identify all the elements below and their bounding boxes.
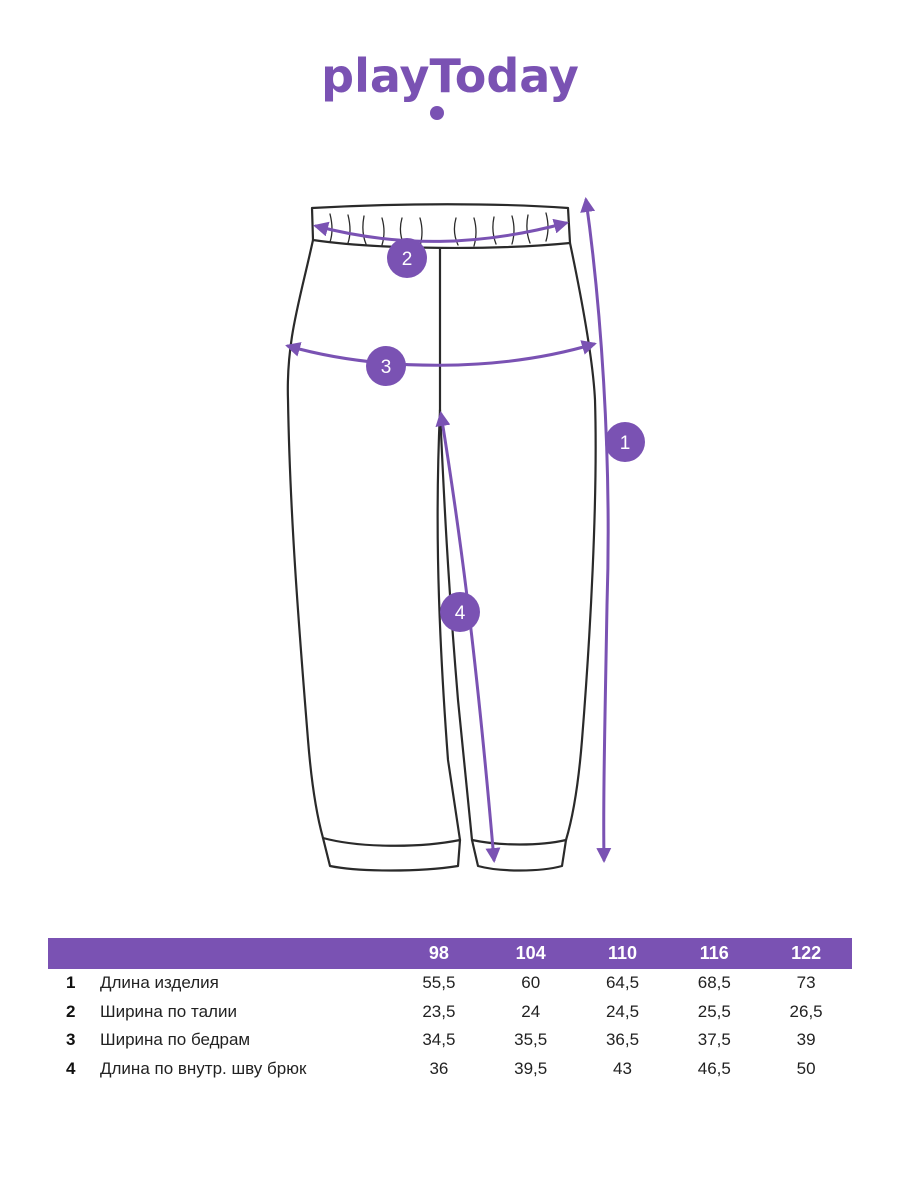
- table-row: [48, 1055, 852, 1084]
- row-number: 4: [66, 1058, 76, 1078]
- cell-value: 37,5: [697, 1030, 731, 1050]
- row-number: 1: [66, 973, 76, 993]
- size-header-110: 110: [607, 943, 638, 963]
- cell-value: 50: [796, 1058, 816, 1078]
- cell-value: 26,5: [789, 1001, 823, 1021]
- table-row: [48, 1026, 852, 1055]
- size-header-122: 122: [791, 943, 822, 963]
- marker-4-label: 4: [454, 603, 466, 624]
- header-empty-cell: [48, 938, 98, 969]
- marker-2-label: 2: [401, 249, 413, 270]
- cell-value: 64,5: [605, 973, 640, 993]
- length-arrow: [586, 200, 608, 860]
- size-table: [48, 938, 852, 1083]
- cell-value: 68,5: [697, 973, 731, 993]
- size-header-98: 98: [428, 943, 449, 963]
- row-number: 3: [66, 1030, 76, 1050]
- cell-value: 55,5: [422, 973, 456, 993]
- logo-dot-icon: [430, 106, 444, 120]
- table-row: [48, 998, 852, 1027]
- marker-1-label: 1: [619, 433, 631, 454]
- row-label: Длина по внутр. шву брюк: [100, 1058, 307, 1078]
- marker-4: [440, 592, 480, 632]
- size-header-104: 104: [515, 943, 546, 963]
- cell-value: 24: [521, 1001, 541, 1021]
- cell-value: 46,5: [697, 1058, 731, 1078]
- cell-value: 73: [796, 973, 816, 993]
- marker-2: [387, 238, 427, 278]
- cell-value: 35,5: [514, 1030, 548, 1050]
- row-label: Ширина по талии: [100, 1001, 237, 1021]
- cell-value: 39: [796, 1030, 816, 1050]
- cell-value: 34,5: [422, 1030, 456, 1050]
- pants-outline: [288, 204, 596, 870]
- row-number: 2: [66, 1001, 76, 1021]
- cell-value: 36,5: [605, 1030, 640, 1050]
- row-label: Длина изделия: [100, 973, 219, 993]
- pants-measurement-diagram: [0, 180, 900, 900]
- size-header-row: [48, 938, 852, 969]
- table-row: [48, 969, 852, 998]
- cell-value: 39,5: [514, 1058, 548, 1078]
- marker-3-label: 3: [380, 357, 392, 378]
- cell-value: 24,5: [605, 1001, 640, 1021]
- cell-value: 23,5: [422, 1001, 456, 1021]
- cell-value: 43: [613, 1058, 632, 1078]
- size-header-116: 116: [699, 943, 729, 963]
- cell-value: 36: [429, 1058, 449, 1078]
- header-empty-cell: [98, 938, 393, 969]
- marker-3: [366, 346, 406, 386]
- cell-value: 60: [521, 973, 541, 993]
- brand-logo-text: playToday: [321, 49, 579, 103]
- cell-value: 25,5: [697, 1001, 731, 1021]
- brand-logo: [0, 40, 900, 130]
- row-label: Ширина по бедрам: [100, 1030, 251, 1050]
- marker-1: [605, 422, 645, 462]
